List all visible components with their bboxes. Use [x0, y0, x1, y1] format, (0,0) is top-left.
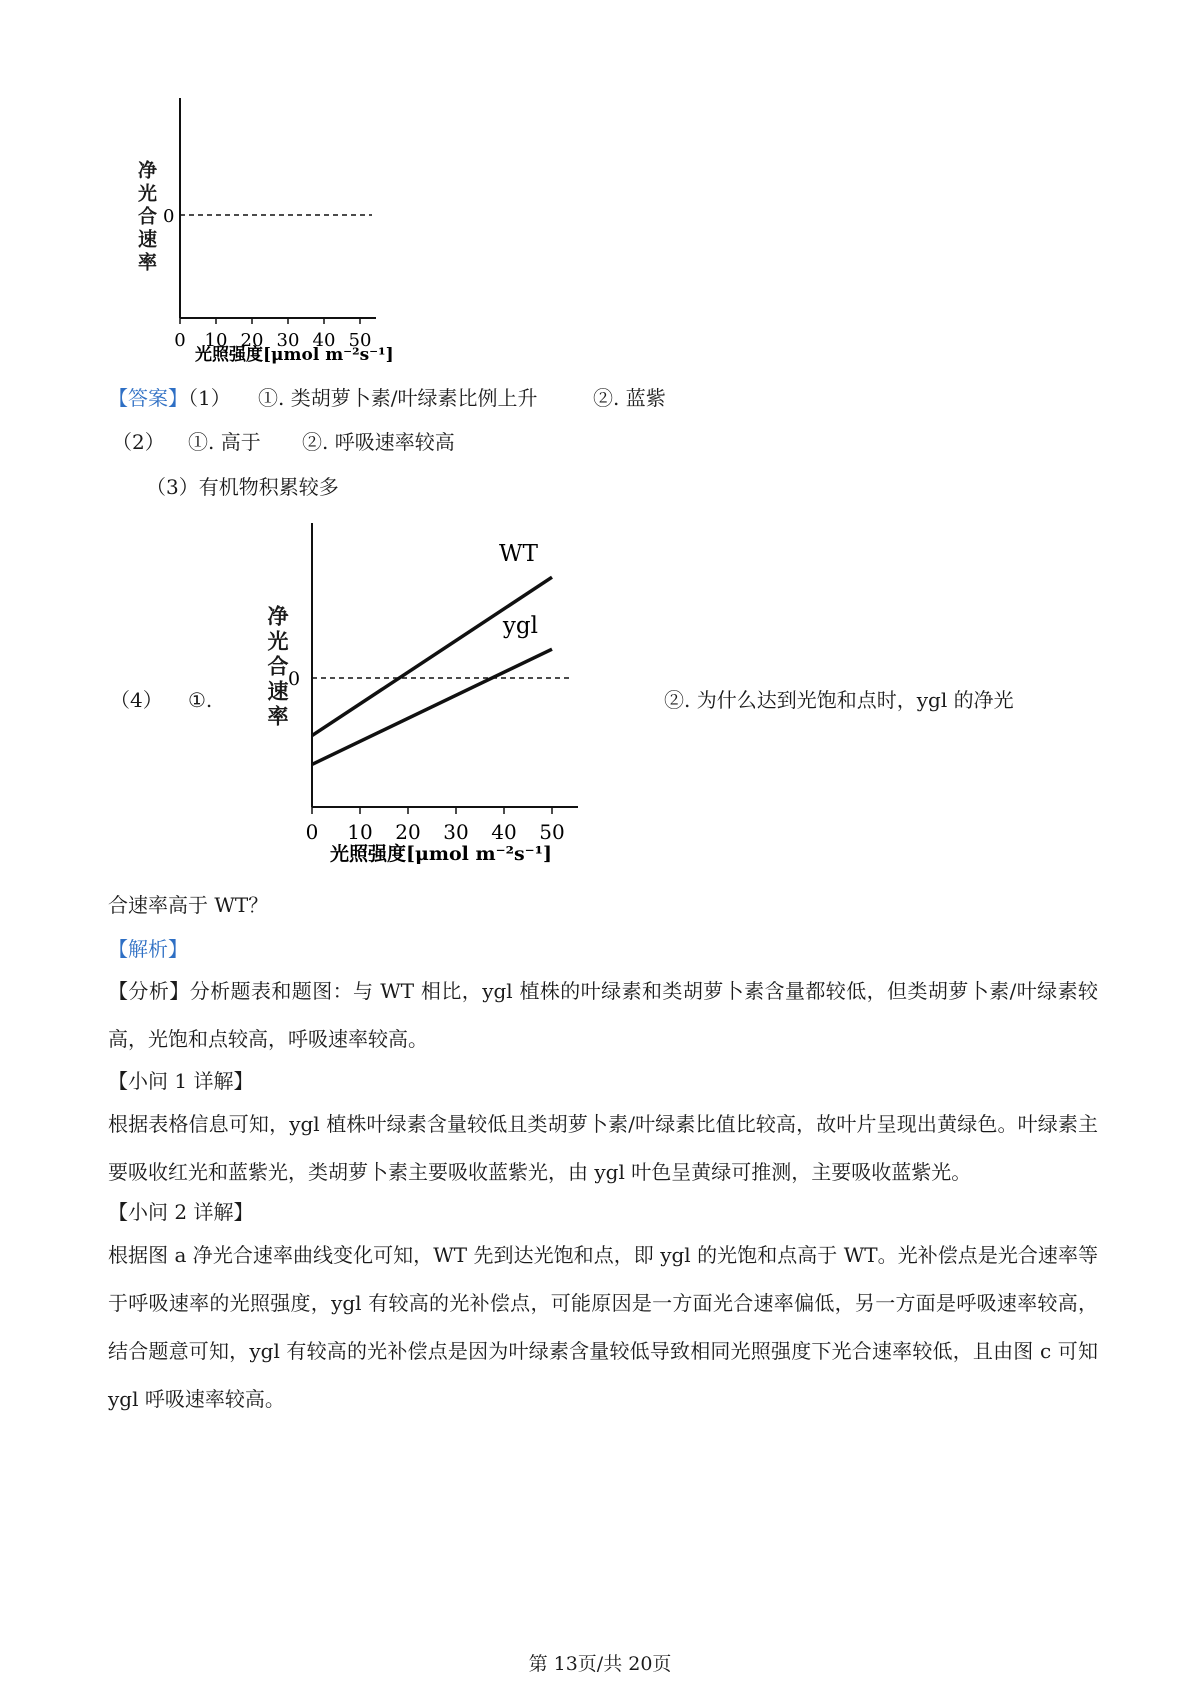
q4-answer-b: ②. 为什么达到光饱和点时，ygl 的净光: [664, 688, 1014, 712]
sub1-heading: 【小问 1 详解】: [108, 1069, 254, 1093]
chart2-x-tick-label: 0: [305, 820, 319, 844]
series-label-wt: WT: [499, 541, 538, 568]
series-line-wt: [312, 577, 552, 735]
fenxi-tag: 【分析】: [108, 979, 190, 1003]
chart1-x-tick-label: 40: [312, 330, 336, 351]
chart-1: [120, 90, 420, 400]
sub2-heading: 【小问 2 详解】: [108, 1200, 254, 1224]
chart2-x-tick-label: 40: [491, 820, 517, 844]
chart1-x-tick-label: 10: [204, 330, 228, 351]
chart2-x-tick-label: 20: [395, 820, 421, 844]
answer-heading: 【答案】: [108, 386, 188, 410]
chart1-x-tick-label: 20: [240, 330, 264, 351]
chart1-y-label: 净光合速率: [135, 160, 157, 275]
chart1-x-tick-label: 50: [348, 330, 372, 351]
chart2-y-label: 净光合速率: [265, 605, 290, 730]
chart1-x-tick-label: 30: [276, 330, 300, 351]
analysis-fenxi: [108, 967, 1098, 1063]
chart2-x-tick-label: 50: [539, 820, 565, 844]
answer-line-1: [108, 386, 231, 410]
sub1-text: 根据表格信息可知，ygl 植株叶绿素含量较低且类胡萝卜素/叶绿素比值比较高，故叶片呈现出黄绿色。叶绿素主要吸收红光和蓝紫光，类胡萝卜素主要吸收蓝紫光，由 ygl 叶色呈黄绿可推测，主要吸收蓝紫光。: [108, 1112, 1098, 1184]
series-label-ygl: ygl: [502, 613, 538, 640]
chart2-x-tick-label: 10: [347, 820, 373, 844]
q3-answer: （3）有机物积累较多: [146, 475, 339, 499]
q1-answer-b: ②. 蓝紫: [593, 386, 666, 410]
series-line-ygl: [312, 649, 552, 764]
page-footer: 第 13页/共 20页: [528, 1653, 672, 1675]
sub2-text: 根据图 a 净光合速率曲线变化可知，WT 先到达光饱和点，即 ygl 的光饱和点高于 WT。光补偿点是光合速率等于呼吸速率的光照强度，ygl 有较高的光补偿点，可能原因是一方面光合速率偏低，另一方面是呼吸速率较高，结合题意可知，ygl 有较高的光补偿点是因为叶绿素含量较低导致相同光照强度下光合速率较低，且由图 c 可知 ygl 呼吸速率较高。: [108, 1243, 1098, 1411]
chart2-y-zero-label: 0: [288, 668, 301, 690]
q2-number: （2）: [112, 430, 165, 454]
chart1-x-label: 光照强度[μmol m⁻²s⁻¹]: [195, 345, 394, 365]
q1-answer-a: ①. 类胡萝卜素/叶绿素比例上升: [258, 386, 538, 410]
chart1-x-tick-label: 0: [174, 330, 186, 351]
analysis-heading: 【解析】: [108, 937, 188, 961]
chart1-y-zero-label: 0: [163, 206, 175, 227]
chart-2: [250, 515, 590, 875]
q2-answer-a: ①. 高于: [188, 430, 261, 454]
q4-answer-b-continued: 合速率高于 WT？: [108, 893, 269, 917]
chart2-x-tick-label: 30: [443, 820, 469, 844]
q4-number: （4）: [110, 688, 163, 712]
chart2-x-label: 光照强度[μmol m⁻²s⁻¹]: [330, 843, 552, 865]
q1-number: （1）: [188, 386, 231, 410]
q4-answer-a: ①.: [188, 688, 213, 712]
fenxi-text: 分析题表和题图：与 WT 相比，ygl 植株的叶绿素和类胡萝卜素含量都较低，但类胡萝卜素/叶绿素较高，光饱和点较高，呼吸速率较高。: [108, 979, 1098, 1051]
chart2-x-ticks: [306, 807, 565, 844]
q2-answer-b: ②. 呼吸速率较高: [302, 430, 455, 454]
